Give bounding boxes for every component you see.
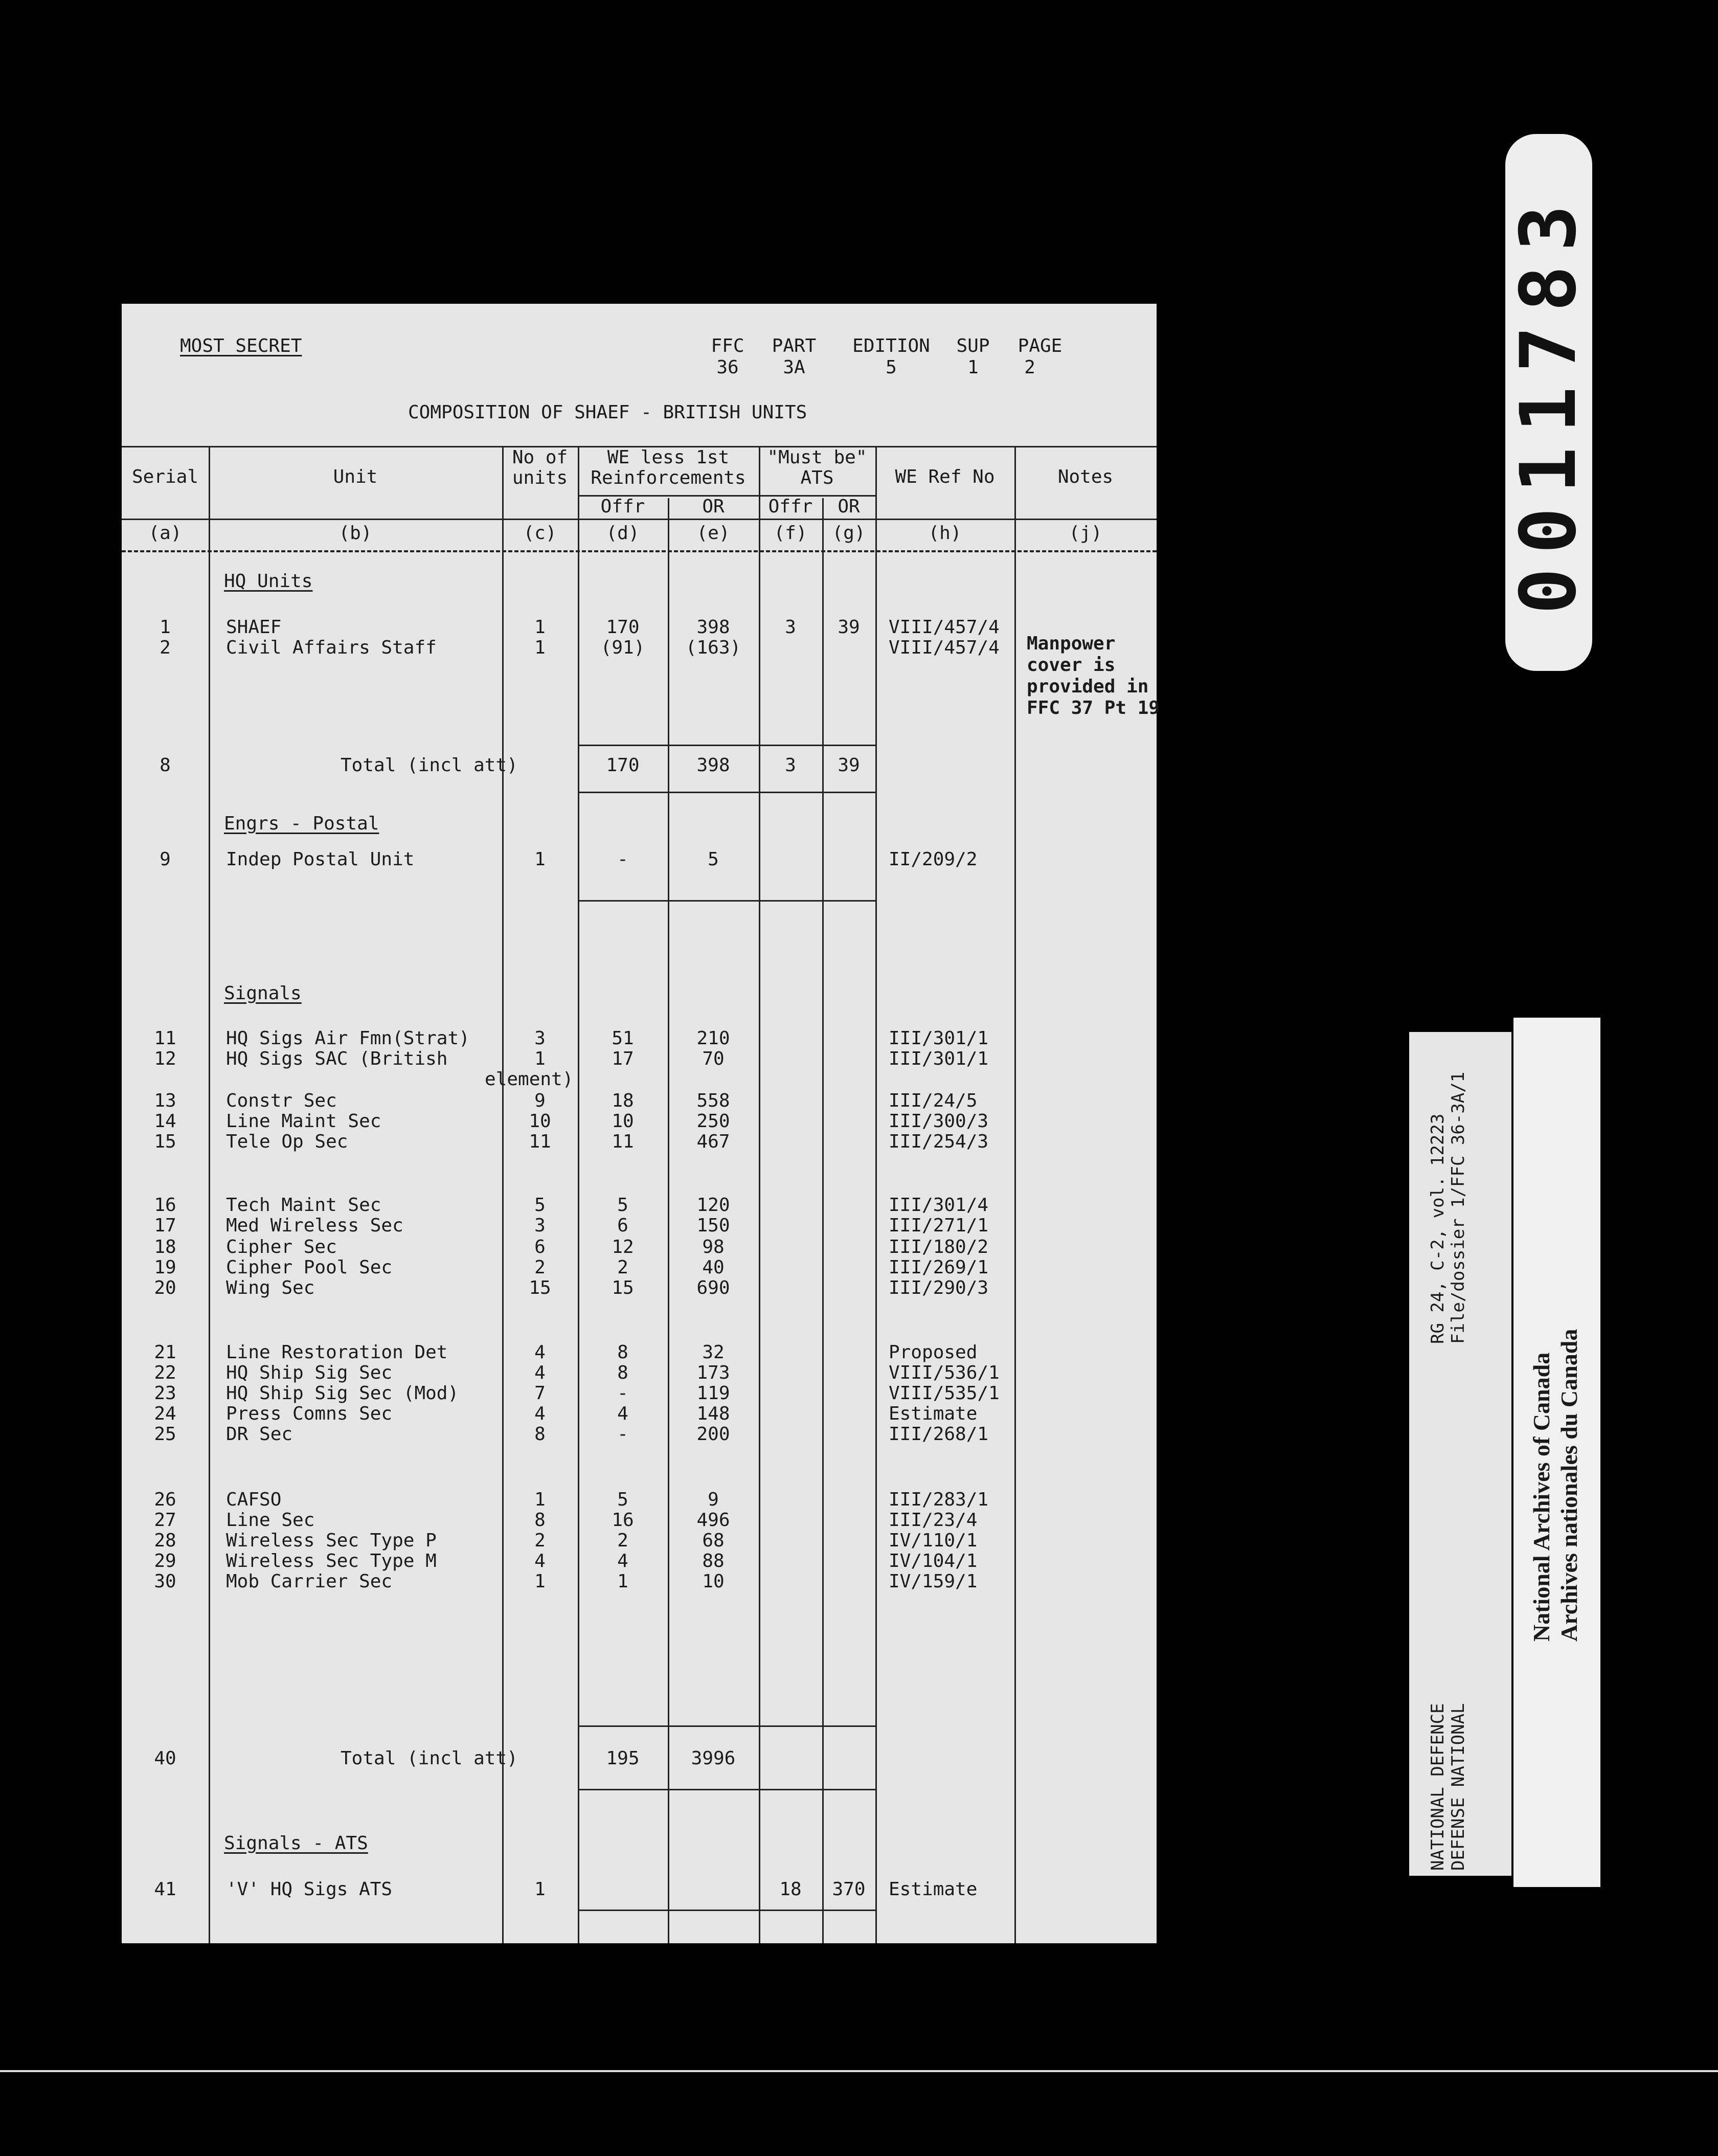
cell-or: 467 bbox=[696, 1131, 730, 1152]
page-label: PAGE bbox=[1018, 335, 1063, 356]
cell-ref: VIII/536/1 bbox=[889, 1362, 1000, 1383]
cell-units: 4 bbox=[534, 1403, 546, 1424]
cell-or: 68 bbox=[702, 1530, 725, 1551]
col-we-ref: WE Ref No bbox=[895, 466, 995, 487]
cell-unit: DR Sec bbox=[226, 1424, 293, 1445]
cell-serial: 9 bbox=[160, 849, 171, 870]
cell-unit: CAFSO bbox=[226, 1489, 282, 1510]
col-ats-or: OR bbox=[838, 496, 860, 517]
cell-units: 5 bbox=[534, 1195, 546, 1216]
cell-offr: - bbox=[617, 1383, 628, 1404]
cell-units: 10 bbox=[529, 1111, 551, 1132]
cell-units: 3 bbox=[534, 1215, 546, 1236]
cell-or: 558 bbox=[696, 1090, 730, 1111]
cell-serial: 30 bbox=[154, 1571, 176, 1592]
cell-ref: III/300/3 bbox=[889, 1111, 989, 1132]
cell-or: (163) bbox=[685, 637, 741, 658]
cell-serial: 1 bbox=[160, 617, 171, 638]
cell-offr: 18 bbox=[612, 1090, 634, 1111]
cell-serial: 14 bbox=[154, 1111, 176, 1132]
cell-ref: III/269/1 bbox=[889, 1257, 989, 1278]
total-or: 3996 bbox=[691, 1748, 736, 1769]
col-letter: (a) bbox=[148, 523, 182, 544]
cell-offr: 15 bbox=[612, 1277, 634, 1298]
cell-units: 2 bbox=[534, 1257, 546, 1278]
cell-ref: III/283/1 bbox=[889, 1489, 989, 1510]
section-hq: HQ Units bbox=[224, 571, 313, 592]
total-rule-top bbox=[578, 1725, 875, 1727]
reference-line-2: File/dossier 1/FFC 36-3A/1 bbox=[1448, 1071, 1468, 1344]
col-or: OR bbox=[702, 496, 725, 517]
cell-or: 119 bbox=[696, 1383, 730, 1404]
cell-or: 690 bbox=[696, 1277, 730, 1298]
cell-serial: 16 bbox=[154, 1195, 176, 1216]
cell-unit: HQ Sigs SAC (British bbox=[226, 1048, 448, 1069]
ats-rule bbox=[578, 1910, 875, 1911]
part-label: PART bbox=[772, 335, 817, 356]
section-signals: Signals bbox=[224, 983, 302, 1004]
edition-label: EDITION bbox=[852, 335, 930, 356]
cell-units: 1 bbox=[534, 1879, 546, 1900]
total-rule-top bbox=[578, 745, 875, 746]
cell-or: 10 bbox=[702, 1571, 725, 1592]
classification: MOST SECRET bbox=[180, 335, 302, 356]
cell-ref: VIII/457/4 bbox=[889, 617, 1000, 638]
col-must-1: "Must be" bbox=[767, 447, 867, 468]
col-letter: (f) bbox=[774, 523, 807, 544]
cell-units: 1 bbox=[534, 1571, 546, 1592]
col-rule bbox=[1014, 446, 1016, 1943]
cell-serial: 20 bbox=[154, 1277, 176, 1298]
col-we-2: Reinforcements bbox=[591, 467, 746, 488]
cell-offr: 4 bbox=[617, 1551, 628, 1571]
cell-offr: 51 bbox=[612, 1028, 634, 1049]
letters-rule bbox=[122, 550, 1157, 552]
total-offr: 170 bbox=[606, 755, 640, 776]
cell-offr: 16 bbox=[612, 1510, 634, 1531]
cell-unit: element) bbox=[485, 1069, 574, 1090]
cell-ref: Proposed bbox=[889, 1342, 978, 1363]
cell-ref: III/301/1 bbox=[889, 1028, 989, 1049]
cell-serial: 17 bbox=[154, 1215, 176, 1236]
cell-units: 1 bbox=[534, 637, 546, 658]
cell-or: 398 bbox=[696, 617, 730, 638]
cell-ats-offr: 3 bbox=[785, 617, 796, 638]
cell-serial: 41 bbox=[154, 1879, 176, 1900]
section-engrs: Engrs - Postal bbox=[224, 813, 379, 834]
cell-serial: 22 bbox=[154, 1362, 176, 1383]
cell-ref: III/254/3 bbox=[889, 1131, 989, 1152]
cell-units: 4 bbox=[534, 1362, 546, 1383]
col-notes: Notes bbox=[1057, 466, 1114, 487]
section-signals-ats: Signals - ATS bbox=[224, 1833, 368, 1854]
archives-french: Archives nationales du Canada bbox=[1556, 1329, 1582, 1642]
cell-or: 70 bbox=[702, 1048, 725, 1069]
cell-or: 250 bbox=[696, 1111, 730, 1132]
cell-units: 4 bbox=[534, 1551, 546, 1571]
cell-unit: Wireless Sec Type P bbox=[226, 1530, 437, 1551]
note-line: provided in bbox=[1027, 676, 1149, 697]
cell-unit: Civil Affairs Staff bbox=[226, 637, 437, 658]
cell-ref: III/301/1 bbox=[889, 1048, 989, 1069]
cell-unit: Line Maint Sec bbox=[226, 1111, 381, 1132]
cell-serial: 26 bbox=[154, 1489, 176, 1510]
cell-unit: Line Restoration Det bbox=[226, 1342, 448, 1363]
cell-ref: III/24/5 bbox=[889, 1090, 978, 1111]
cell-offr: 6 bbox=[617, 1215, 628, 1236]
cell-serial: 25 bbox=[154, 1424, 176, 1445]
total-serial: 8 bbox=[160, 755, 171, 776]
note-line: cover is bbox=[1027, 655, 1116, 676]
document-page bbox=[122, 304, 1160, 1943]
cell-units: 11 bbox=[529, 1131, 551, 1152]
cell-offr: 5 bbox=[617, 1195, 628, 1216]
cell-or: 32 bbox=[702, 1342, 725, 1363]
cell-ref: VIII/535/1 bbox=[889, 1383, 1000, 1404]
col-letter: (g) bbox=[832, 523, 866, 544]
cell-unit: Indep Postal Unit bbox=[226, 849, 415, 870]
cell-ref: III/268/1 bbox=[889, 1424, 989, 1445]
cell-or: 150 bbox=[696, 1215, 730, 1236]
cell-ref: III/180/2 bbox=[889, 1237, 989, 1257]
total-rule-bottom bbox=[578, 1789, 875, 1790]
cell-offr: 8 bbox=[617, 1342, 628, 1363]
cell-serial: 11 bbox=[154, 1028, 176, 1049]
cell-unit: Tech Maint Sec bbox=[226, 1195, 381, 1216]
cell-or: 173 bbox=[696, 1362, 730, 1383]
cell-units: 1 bbox=[534, 617, 546, 638]
cell-serial: 29 bbox=[154, 1551, 176, 1571]
cell-offr: 10 bbox=[612, 1111, 634, 1132]
cell-unit: 'V' HQ Sigs ATS bbox=[226, 1879, 393, 1900]
cell-offr: 2 bbox=[617, 1257, 628, 1278]
col-must-2: ATS bbox=[800, 467, 834, 488]
cell-offr: 2 bbox=[617, 1530, 628, 1551]
edition-value: 5 bbox=[886, 357, 897, 378]
col-no-units-2: units bbox=[512, 467, 568, 488]
cell-ref: III/301/4 bbox=[889, 1195, 989, 1216]
cell-units: 9 bbox=[534, 1090, 546, 1111]
cell-offr: 8 bbox=[617, 1362, 628, 1383]
cell-units: 1 bbox=[534, 849, 546, 870]
col-rule bbox=[759, 446, 760, 1943]
ffc-label: FFC bbox=[711, 335, 744, 356]
cell-unit: Wireless Sec Type M bbox=[226, 1551, 437, 1571]
cell-or: 40 bbox=[702, 1257, 725, 1278]
cell-unit: Constr Sec bbox=[226, 1090, 337, 1111]
total-rule-bottom bbox=[578, 792, 875, 793]
cell-ats-or: 39 bbox=[838, 617, 860, 638]
cell-ats-offr: 18 bbox=[779, 1879, 802, 1900]
archives-english: National Archives of Canada bbox=[1528, 1352, 1554, 1642]
cell-ref: IV/104/1 bbox=[889, 1551, 978, 1571]
cell-ref: III/271/1 bbox=[889, 1215, 989, 1236]
total-offr: 195 bbox=[606, 1748, 640, 1769]
cell-ref: IV/110/1 bbox=[889, 1530, 978, 1551]
cell-ref: III/290/3 bbox=[889, 1277, 989, 1298]
ffc-value: 36 bbox=[716, 357, 739, 378]
department-line-2: DEFENSE NATIONAL bbox=[1448, 1703, 1468, 1871]
cell-offr: - bbox=[617, 849, 628, 870]
cell-unit: Cipher Sec bbox=[226, 1237, 337, 1257]
cell-unit: Tele Op Sec bbox=[226, 1131, 348, 1152]
cell-unit: Press Comns Sec bbox=[226, 1403, 393, 1424]
cell-ref: IV/159/1 bbox=[889, 1571, 978, 1592]
cell-unit: Line Sec bbox=[226, 1510, 315, 1531]
cell-ref: II/209/2 bbox=[889, 849, 978, 870]
cell-units: 4 bbox=[534, 1342, 546, 1363]
col-letter: (h) bbox=[928, 523, 962, 544]
cell-serial: 23 bbox=[154, 1383, 176, 1404]
cell-offr: 170 bbox=[606, 617, 640, 638]
cell-offr: 17 bbox=[612, 1048, 634, 1069]
cell-ref: III/23/4 bbox=[889, 1510, 978, 1531]
part-value: 3A bbox=[783, 357, 805, 378]
page-title: COMPOSITION OF SHAEF - BRITISH UNITS bbox=[408, 402, 807, 423]
col-unit: Unit bbox=[333, 466, 378, 487]
cell-or: 496 bbox=[696, 1510, 730, 1531]
cell-units: 7 bbox=[534, 1383, 546, 1404]
cell-unit: HQ Ship Sig Sec (Mod) bbox=[226, 1383, 459, 1404]
stamp-number: 0011783 bbox=[1504, 190, 1593, 615]
header-bottom-rule bbox=[122, 519, 1157, 520]
cell-units: 6 bbox=[534, 1237, 546, 1257]
cell-ref: Estimate bbox=[889, 1403, 978, 1424]
note-manpower bbox=[1027, 633, 1160, 719]
reference-line-1: RG 24, C-2, vol. 12223 bbox=[1428, 1113, 1448, 1344]
cell-units: 1 bbox=[534, 1048, 546, 1069]
col-letter: (e) bbox=[696, 523, 730, 544]
cell-unit: Cipher Pool Sec bbox=[226, 1257, 393, 1278]
cell-serial: 2 bbox=[160, 637, 171, 658]
cell-serial: 12 bbox=[154, 1048, 176, 1069]
cell-units: 15 bbox=[529, 1277, 551, 1298]
cell-offr: 11 bbox=[612, 1131, 634, 1152]
scan-bottom-rule bbox=[0, 2070, 1718, 2072]
cell-serial: 24 bbox=[154, 1403, 176, 1424]
col-rule bbox=[209, 446, 210, 1943]
cell-offr: 4 bbox=[617, 1403, 628, 1424]
cell-serial: 28 bbox=[154, 1530, 176, 1551]
cell-serial: 21 bbox=[154, 1342, 176, 1363]
cell-serial: 18 bbox=[154, 1237, 176, 1257]
cell-or: 210 bbox=[696, 1028, 730, 1049]
col-rule bbox=[875, 446, 877, 1943]
archive-stamp bbox=[1505, 134, 1592, 671]
archives-label bbox=[1513, 1018, 1600, 1887]
cell-offr: (91) bbox=[600, 637, 645, 658]
cell-unit: HQ Ship Sig Sec bbox=[226, 1362, 393, 1383]
cell-unit: Mob Carrier Sec bbox=[226, 1571, 393, 1592]
cell-offr: 5 bbox=[617, 1489, 628, 1510]
total-label: Total (incl att) bbox=[341, 1748, 518, 1769]
cell-offr: - bbox=[617, 1424, 628, 1445]
cell-unit: Wing Sec bbox=[226, 1277, 315, 1298]
col-we-1: WE less 1st bbox=[607, 447, 730, 468]
col-ats-offr: Offr bbox=[768, 496, 813, 517]
cell-or: 120 bbox=[696, 1195, 730, 1216]
reference-label bbox=[1409, 1032, 1511, 1876]
note-line: Manpower bbox=[1027, 633, 1116, 654]
sup-label: SUP bbox=[956, 335, 990, 356]
col-letter: (b) bbox=[338, 523, 372, 544]
department-line-1: NATIONAL DEFENCE bbox=[1428, 1703, 1448, 1871]
page-value: 2 bbox=[1024, 357, 1035, 378]
col-letter: (c) bbox=[523, 523, 557, 544]
cell-serial: 19 bbox=[154, 1257, 176, 1278]
cell-units: 8 bbox=[534, 1510, 546, 1531]
total-ats-or: 39 bbox=[838, 755, 860, 776]
cell-or: 5 bbox=[708, 849, 719, 870]
note-line: FFC 37 Pt 19 bbox=[1027, 698, 1160, 718]
cell-serial: 13 bbox=[154, 1090, 176, 1111]
cell-serial: 15 bbox=[154, 1131, 176, 1152]
cell-or: 148 bbox=[696, 1403, 730, 1424]
cell-ref: VIII/457/4 bbox=[889, 637, 1000, 658]
col-offr: Offr bbox=[600, 496, 645, 517]
cell-units: 1 bbox=[534, 1489, 546, 1510]
col-letter: (j) bbox=[1069, 523, 1102, 544]
total-serial: 40 bbox=[154, 1748, 176, 1769]
cell-units: 8 bbox=[534, 1424, 546, 1445]
cell-or: 88 bbox=[702, 1551, 725, 1571]
cell-unit: Med Wireless Sec bbox=[226, 1215, 403, 1236]
cell-or: 98 bbox=[702, 1237, 725, 1257]
cell-ats-or: 370 bbox=[832, 1879, 866, 1900]
cell-offr: 1 bbox=[617, 1571, 628, 1592]
total-label: Total (incl att) bbox=[341, 755, 518, 776]
total-ats-offr: 3 bbox=[785, 755, 796, 776]
cell-or: 9 bbox=[708, 1489, 719, 1510]
col-letter: (d) bbox=[606, 523, 640, 544]
cell-ref: Estimate bbox=[889, 1879, 978, 1900]
cell-unit: SHAEF bbox=[226, 617, 282, 638]
cell-offr: 12 bbox=[612, 1237, 634, 1257]
total-or: 398 bbox=[696, 755, 730, 776]
cell-or: 200 bbox=[696, 1424, 730, 1445]
postal-rule bbox=[578, 900, 875, 902]
col-no-units-1: No of bbox=[512, 447, 568, 468]
cell-serial: 27 bbox=[154, 1510, 176, 1531]
cell-unit: HQ Sigs Air Fmn(Strat) bbox=[226, 1028, 470, 1049]
cell-units: 2 bbox=[534, 1530, 546, 1551]
col-serial: Serial bbox=[131, 466, 199, 487]
cell-units: 3 bbox=[534, 1028, 546, 1049]
sup-value: 1 bbox=[967, 357, 979, 378]
